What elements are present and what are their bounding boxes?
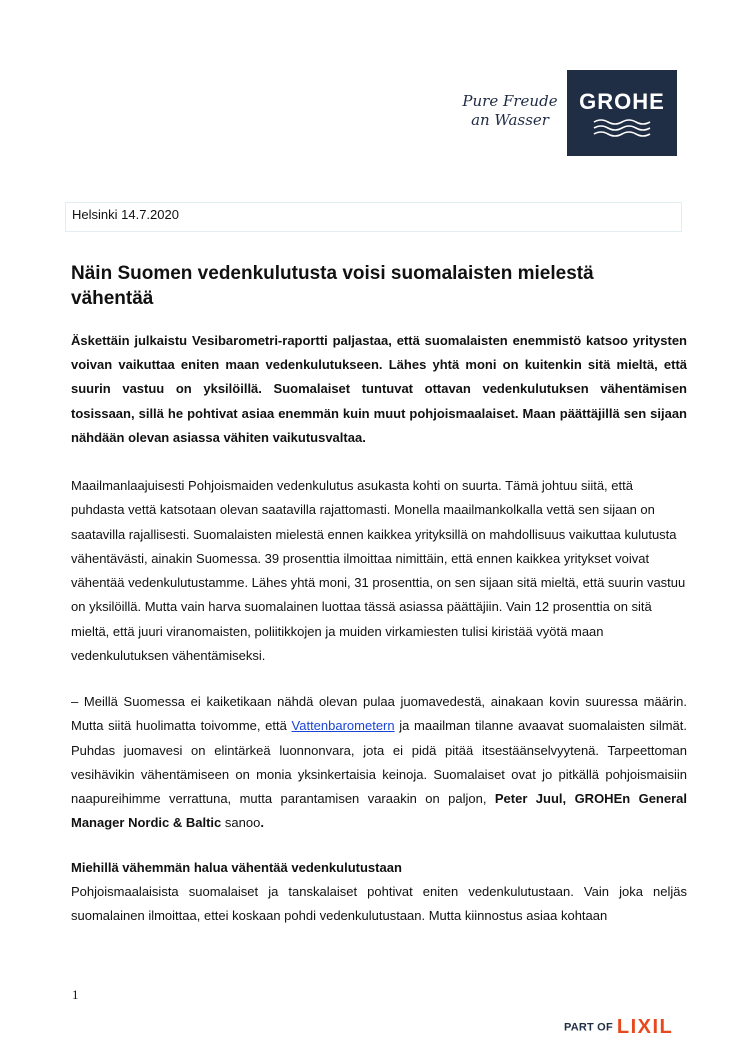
grohe-logo — [567, 70, 677, 156]
vattenbarometern-link[interactable]: Vattenbarometern — [291, 718, 395, 734]
dateline: Helsinki 14.7.2020 — [72, 207, 179, 222]
lead-paragraph: Äskettäin julkaistu Vesibarometri-raportti paljastaa, että suomalaisten enemmistö katsoo yritysten voivan vaikuttaa eniten maan vedenkulutukseen. Lähes yhtä moni on kuitenkin sitä mieltä, että suurin vastuu on yksilöillä. Suomalaiset tuntuvat ottavan vedenkulutuksen vähentämisen tosissaan, sillä he pohtivat asiaa enemmän kuin muut pohjoismaalaiset. Maan päättäjillä sen sijaan nähdään olevan asiassa vähiten vaikutusvaltaa. — [71, 333, 687, 445]
part-of-label: PART OF — [564, 1021, 613, 1034]
brand-tagline — [456, 92, 564, 130]
lixil-wordmark: LIXIL — [616, 1016, 674, 1038]
quote-speaker: Peter Juul, GROHEn General Manager Nordic & Baltic — [71, 791, 688, 831]
body-paragraph-1: Maailmanlaajuisesti Pohjoismaiden vedenkulutus asukasta kohti on suurta. Tämä johtuu siitä, että puhdasta vettä katsotaan olevan saatavilla rajattomasti. Monella maailmankolkalla vettä sen sijaan on saatavilla rajallisesti. Suomalaisten mielestä ennen kaikkea yrityksillä on mahdollisuus vaikuttaa kulutusta vähentävästi, ainakin Suomessa. 39 prosenttia ilmoittaa nimittäin, että ennen kaikkea yritykset voivat vähentää vedenkulutustamme. Lähes yhtä moni, 31 prosenttia, on sen sijaan sitä mieltä, että suurin vastuu on yksilöillä. Mutta vain harva suomalainen luottaa tässä asiassa päättäjiin. Vain 12 prosenttia on sitä mieltä, että juuri viranomaisten, poliitikkojen ja muiden virkamiesten tulisi kiristää vyötä maan vedenkulutuksen vähentämiseksi. — [71, 478, 686, 664]
dateline-box — [65, 202, 682, 232]
quote-text-end: ja maailman tilanne avaavat suomalaisten silmät. Puhdas juomavesi on elintärkeä luonnonvara, jota ei pidä pitää itsestäänselvyytenä. Tarpeettoman vesihävikin vähentämiseen on monia yksinkertaisia keinoja. Suomalaiset ovat jo pitkällä pohjoismaisiin naapureihimme verrattuna, mutta parantamisen varaakin on paljon, — [71, 718, 688, 807]
quote-closing: sanoo — [221, 815, 261, 831]
quote-closing-period: . — [260, 815, 264, 831]
body-paragraph-3: Pohjoismaalaisista suomalaiset ja tanskalaiset pohtivat eniten vedenkulutustaan. Vain joka neljäs suomalainen ilmoittaa, ettei koskaan pohdi vedenkulutustaan. Mutta kiinnostus asiaa kohtaan — [71, 884, 687, 924]
lixil-logo — [564, 1016, 673, 1039]
quote-paragraph — [71, 690, 687, 836]
logo-text: GROHE — [579, 89, 665, 114]
page-title: Näin Suomen vedenkulutusta voisi suomalaisten mielestä vähentää — [71, 263, 594, 309]
tagline-line-1: Pure Freude — [462, 92, 558, 110]
section-subheading: Miehillä vähemmän halua vähentää vedenkulutustaan — [71, 860, 402, 875]
quote-text-start: – Meillä Suomessa ei kaiketikaan nähdä olevan pulaa juomavedestä, ainakaan kovin suuressa määrin. Mutta siitä huolimatta toivomme, että — [71, 694, 687, 734]
tagline-line-2: an Wasser — [471, 111, 549, 129]
page-number: 1 — [72, 987, 79, 1002]
water-waves-icon — [592, 118, 652, 140]
